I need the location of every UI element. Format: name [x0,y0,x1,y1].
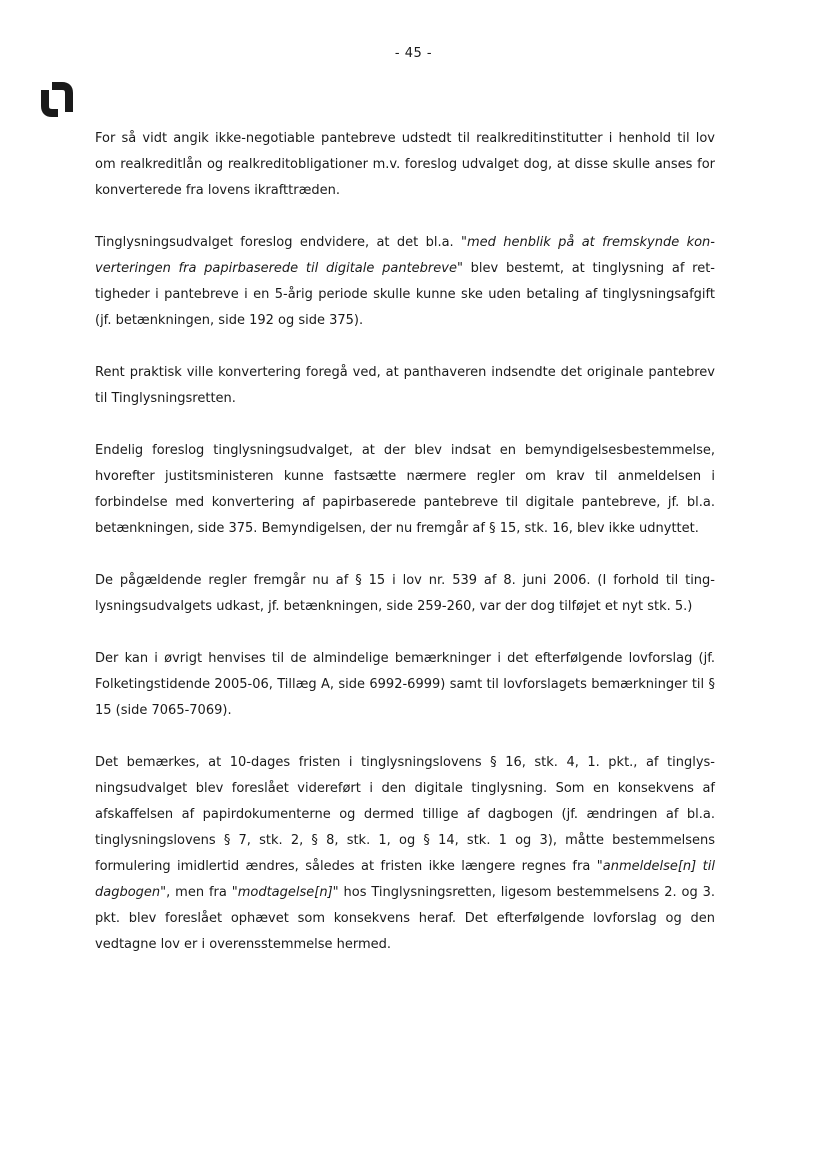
document-body [95,126,715,984]
paragraph-text: De pågældende regler fremgår nu af § 15 i lov nr. 539 af 8. juni 2006. (I forhold til tinglysningsudvalgets udkast, jf. betænkningen, side 259-260, var der dog tilføjet et nyt stk. 5.) [95,573,715,614]
paragraph-text: Endelig foreslog tinglysningsudvalget, at der blev indsat en bemyndigelsesbestemmelse, hvorefter justitsministeren kunne fastsætte nærmere regler om krav til anmeldelsen i forbindelse med konvertering af papirbaserede pantebreve til digitale pantebreve, jf. bl.a. betænkningen, side 375. Bemyndigelsen, der nu fremgår af § 15, stk. 16, blev ikke udnyttet. [95,443,715,536]
paragraph [95,568,715,620]
paragraph [95,750,715,958]
quoted-text: anmeldelse[n] til dagbogen [95,859,715,900]
paragraph-text: Rent praktisk ville konvertering foregå ved, at panthaveren indsendte det originale pantebrev til Tinglysningsretten. [95,365,715,406]
paragraph-text: For så vidt angik ikke-negotiable pantebreve udstedt til realkreditinstitutter i henhold til lov om realkreditlån og realkreditobligationer m.v. foreslog udvalget dog, at disse skulle anses for konverterede fra lovens ikrafttræden. [95,131,715,198]
paragraph-text: Det bemærkes, at 10-dages fristen i tinglysningslovens § 16, stk. 4, 1. pkt., af tinglysningsudvalget blev foreslået videreført i den digitale tinglysning. Som en konsekvens af afskaffelsen af papirdokumenterne og dermed tillige af dagbogen (jf. ændringen af bl.a. tinglysningslovens § 7, stk. 2, § 8, stk. 1, og § 14, stk. 1 og 3), måtte bestemmelsens formulering imidlertid ændres, således at fristen ikke længere regnes fra " [95,755,715,874]
quoted-text: modtagelse[n] [237,885,333,900]
paragraph-text: " blev bestemt, at tinglysning af rettigheder i pantebreve i en 5-årig periode skulle kunne ske uden betaling af tinglysningsafgift (jf. betænkningen, side 192 og side 375). [95,261,715,328]
paragraph-text: Der kan i øvrigt henvises til de almindelige bemærkninger i det efterfølgende lovforslag (jf. Folketingstidende 2005-06, Tillæg A, side 6992-6999) samt til lovforslagets bemærkninger til § 15 (side 7065-7069). [95,651,715,718]
page-number: - 45 - [394,46,433,61]
paragraph [95,438,715,542]
paragraph [95,360,715,412]
paragraph [95,230,715,334]
paragraph [95,126,715,204]
quoted-text: med henblik på at fremskynde konverteringen fra papirbaserede til digitale pantebreve [95,235,715,276]
paragraph-text: Tinglysningsudvalget foreslog endvidere, at det bl.a. " [95,235,468,250]
paragraph-text: ", men fra " [160,885,238,900]
paragraph [95,646,715,724]
paragraph-text: " hos Tinglysningsretten, ligesom bestemmelsens 2. og 3. pkt. blev foreslået ophævet som konsekvens heraf. Det efterfølgende lovforslag og den vedtagne lov er i overensstemmelse hermed. [95,885,715,952]
logo-icon [36,80,76,118]
